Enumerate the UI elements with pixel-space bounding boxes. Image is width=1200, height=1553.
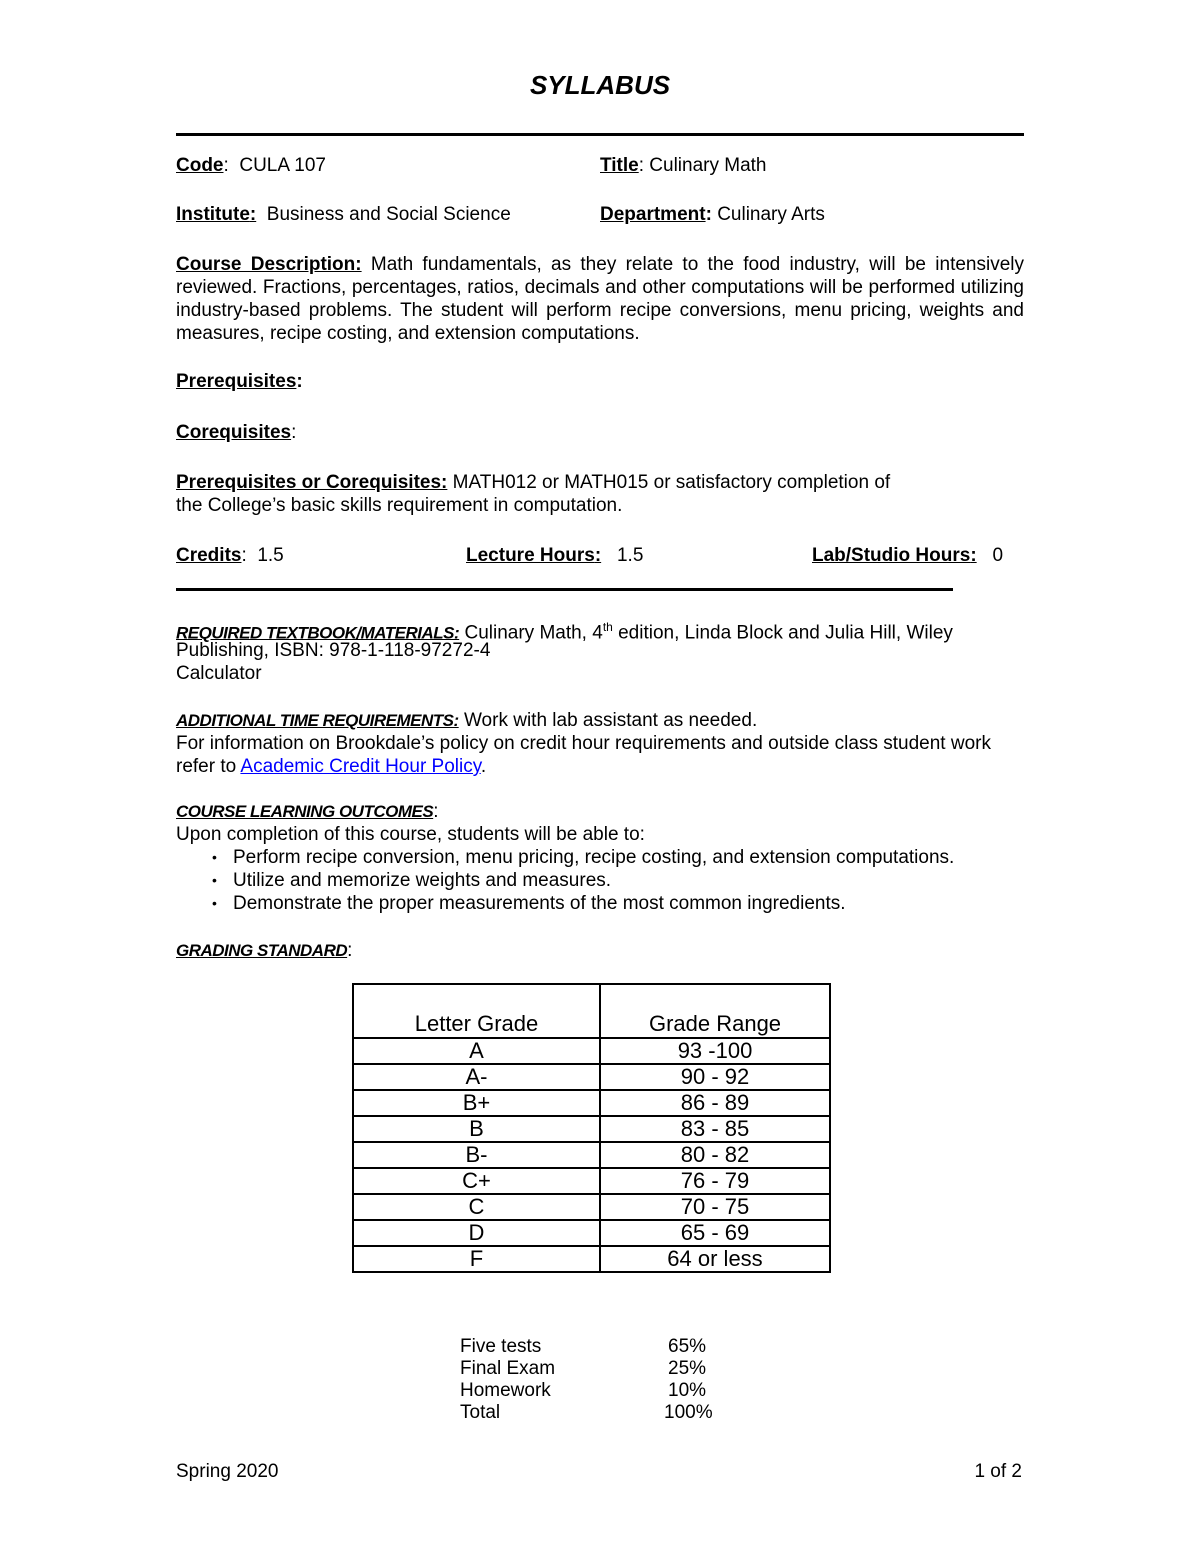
footer-page-number: 1 of 2 xyxy=(974,1461,1022,1482)
corequisites-label: Corequisites xyxy=(176,422,292,443)
letter-cell: D xyxy=(353,1220,600,1246)
credits-value: 1.5 xyxy=(257,545,284,566)
academic-credit-hour-policy-link[interactable]: Academic Credit Hour Policy xyxy=(240,756,481,777)
lecture-hours-value: 1.5 xyxy=(616,545,644,566)
title-field: Title: Culinary Math xyxy=(600,155,767,176)
range-cell: 64 or less xyxy=(600,1246,830,1272)
letter-cell: A xyxy=(353,1038,600,1064)
range-cell: 76 - 79 xyxy=(600,1168,830,1194)
range-cell: 80 - 82 xyxy=(600,1142,830,1168)
top-divider xyxy=(176,133,1024,136)
policy-suffix: . xyxy=(480,756,487,777)
credits-field: Credits: 1.5 xyxy=(176,545,284,566)
table-row xyxy=(353,1246,830,1272)
letter-cell: B xyxy=(353,1116,600,1142)
table-row xyxy=(353,1220,830,1246)
table-row xyxy=(353,1168,830,1194)
weight-value: 10% xyxy=(668,1380,707,1401)
title-label: Title xyxy=(600,155,639,176)
credits-label: Credits xyxy=(176,545,242,566)
policy-line-1: For information on Brookdale’s policy on credit hour requirements and outside class student work xyxy=(176,733,991,754)
outcomes-label: COURSE LEARNING OUTCOMES xyxy=(176,802,434,821)
prerequisites-field: Prerequisites: xyxy=(176,371,303,392)
lab-hours-label: Lab/Studio Hours xyxy=(812,545,971,566)
outcomes-intro: Upon completion of this course, students will be able to: xyxy=(176,824,645,845)
code-label: Code xyxy=(176,155,224,176)
grading-label: GRADING STANDARD xyxy=(176,941,348,960)
lab-hours-field: Lab/Studio Hours: 0 xyxy=(812,545,1004,566)
weight-value: 65% xyxy=(668,1336,707,1357)
course-description xyxy=(176,253,1024,345)
textbook-label: REQUIRED TEXTBOOK/MATERIALS: xyxy=(176,623,460,643)
document-title: SYLLABUS xyxy=(529,70,671,100)
header-letter-grade: Letter Grade xyxy=(353,984,600,1038)
weight-label: Final Exam xyxy=(460,1358,556,1379)
weight-label: Five tests xyxy=(460,1336,542,1357)
letter-cell: C xyxy=(353,1194,600,1220)
table-header-row xyxy=(353,984,830,1038)
outcomes-list xyxy=(176,846,954,915)
range-cell: 83 - 85 xyxy=(600,1116,830,1142)
letter-cell: B+ xyxy=(353,1090,600,1116)
code-field: Code: CULA 107 xyxy=(176,155,326,176)
department-field: Department: Culinary Arts xyxy=(600,204,825,225)
table-row xyxy=(353,1038,830,1064)
table-row xyxy=(353,1142,830,1168)
lab-hours-value: 0 xyxy=(992,545,1004,566)
prereq-or-coreq-field xyxy=(176,471,890,494)
credits-divider xyxy=(176,588,953,591)
additional-time-section xyxy=(176,709,757,732)
description-text: Math fundamentals, as they relate to the food industry, will be intensively reviewed. Fractions, percentages, ratios, decimals and other computations will be performed utilizing industry-based problems. The student will perform recipe conversions, menu pricing, weights and measures, recipe costing, and extension computations. xyxy=(176,254,1024,344)
list-item: • Demonstrate the proper measurements of the most common ingredients. xyxy=(176,892,954,915)
weight-value: 25% xyxy=(668,1358,707,1379)
weight-value: 100% xyxy=(664,1402,713,1423)
institute-field: Institute: Business and Social Science xyxy=(176,204,511,225)
textbook-line-3: Calculator xyxy=(176,663,262,684)
footer-term: Spring 2020 xyxy=(176,1461,279,1482)
textbook-text: Culinary Math, 4 xyxy=(464,622,603,644)
weight-label: Homework xyxy=(460,1380,551,1401)
weight-row xyxy=(460,1358,760,1380)
policy-line-2 xyxy=(176,755,486,778)
range-cell: 70 - 75 xyxy=(600,1194,830,1220)
textbook-line-2: Publishing, ISBN: 978-1-118-97272-4 xyxy=(176,640,491,661)
weight-row xyxy=(460,1402,760,1424)
range-cell: 65 - 69 xyxy=(600,1220,830,1246)
grading-heading: GRADING STANDARD: xyxy=(176,940,353,961)
lecture-hours-field: Lecture Hours: 1.5 xyxy=(466,545,644,566)
range-cell: 90 - 92 xyxy=(600,1064,830,1090)
code-value: CULA 107 xyxy=(239,155,326,176)
prerequisites-label: Prerequisites xyxy=(176,371,297,392)
table-row xyxy=(353,1064,830,1090)
table-row xyxy=(353,1090,830,1116)
grade-weights xyxy=(460,1336,760,1424)
corequisites-field: Corequisites: xyxy=(176,422,297,443)
department-label: Department xyxy=(600,204,706,225)
grading-table xyxy=(352,983,831,1273)
policy-prefix: refer to xyxy=(176,756,241,777)
outcomes-heading: COURSE LEARNING OUTCOMES: xyxy=(176,801,439,822)
weight-row xyxy=(460,1380,760,1402)
letter-cell: C+ xyxy=(353,1168,600,1194)
letter-cell: A- xyxy=(353,1064,600,1090)
prereq-or-coreq-label: Prerequisites or Corequisites: xyxy=(176,472,448,493)
header-grade-range: Grade Range xyxy=(600,984,830,1038)
letter-cell: B- xyxy=(353,1142,600,1168)
department-value: Culinary Arts xyxy=(717,204,825,225)
list-item: • Utilize and memorize weights and measures. xyxy=(176,869,954,892)
list-item: • Perform recipe conversion, menu pricing, recipe costing, and extension computations. xyxy=(176,846,954,869)
letter-cell: F xyxy=(353,1246,600,1272)
textbook-sup: th xyxy=(602,620,613,634)
range-cell: 93 -100 xyxy=(600,1038,830,1064)
prereq-or-coreq-line-2: the College’s basic skills requirement in computation. xyxy=(176,495,623,516)
description-label: Course Description: xyxy=(176,254,362,275)
table-row xyxy=(353,1194,830,1220)
table-row xyxy=(353,1116,830,1142)
institute-value: Business and Social Science xyxy=(266,204,511,225)
additional-time-label: ADDITIONAL TIME REQUIREMENTS: xyxy=(176,711,459,730)
prereq-or-coreq-text-1: MATH012 or MATH015 or satisfactory completion of xyxy=(452,472,891,493)
weight-row xyxy=(460,1336,760,1358)
title-value: Culinary Math xyxy=(649,155,767,176)
additional-time-text: Work with lab assistant as needed. xyxy=(463,710,758,731)
range-cell: 86 - 89 xyxy=(600,1090,830,1116)
lecture-hours-label: Lecture Hours xyxy=(466,545,595,566)
weight-label: Total xyxy=(460,1402,501,1423)
institute-label: Institute xyxy=(176,204,250,225)
textbook-text-rest: edition, Linda Block and Julia Hill, Wiley xyxy=(612,622,953,644)
